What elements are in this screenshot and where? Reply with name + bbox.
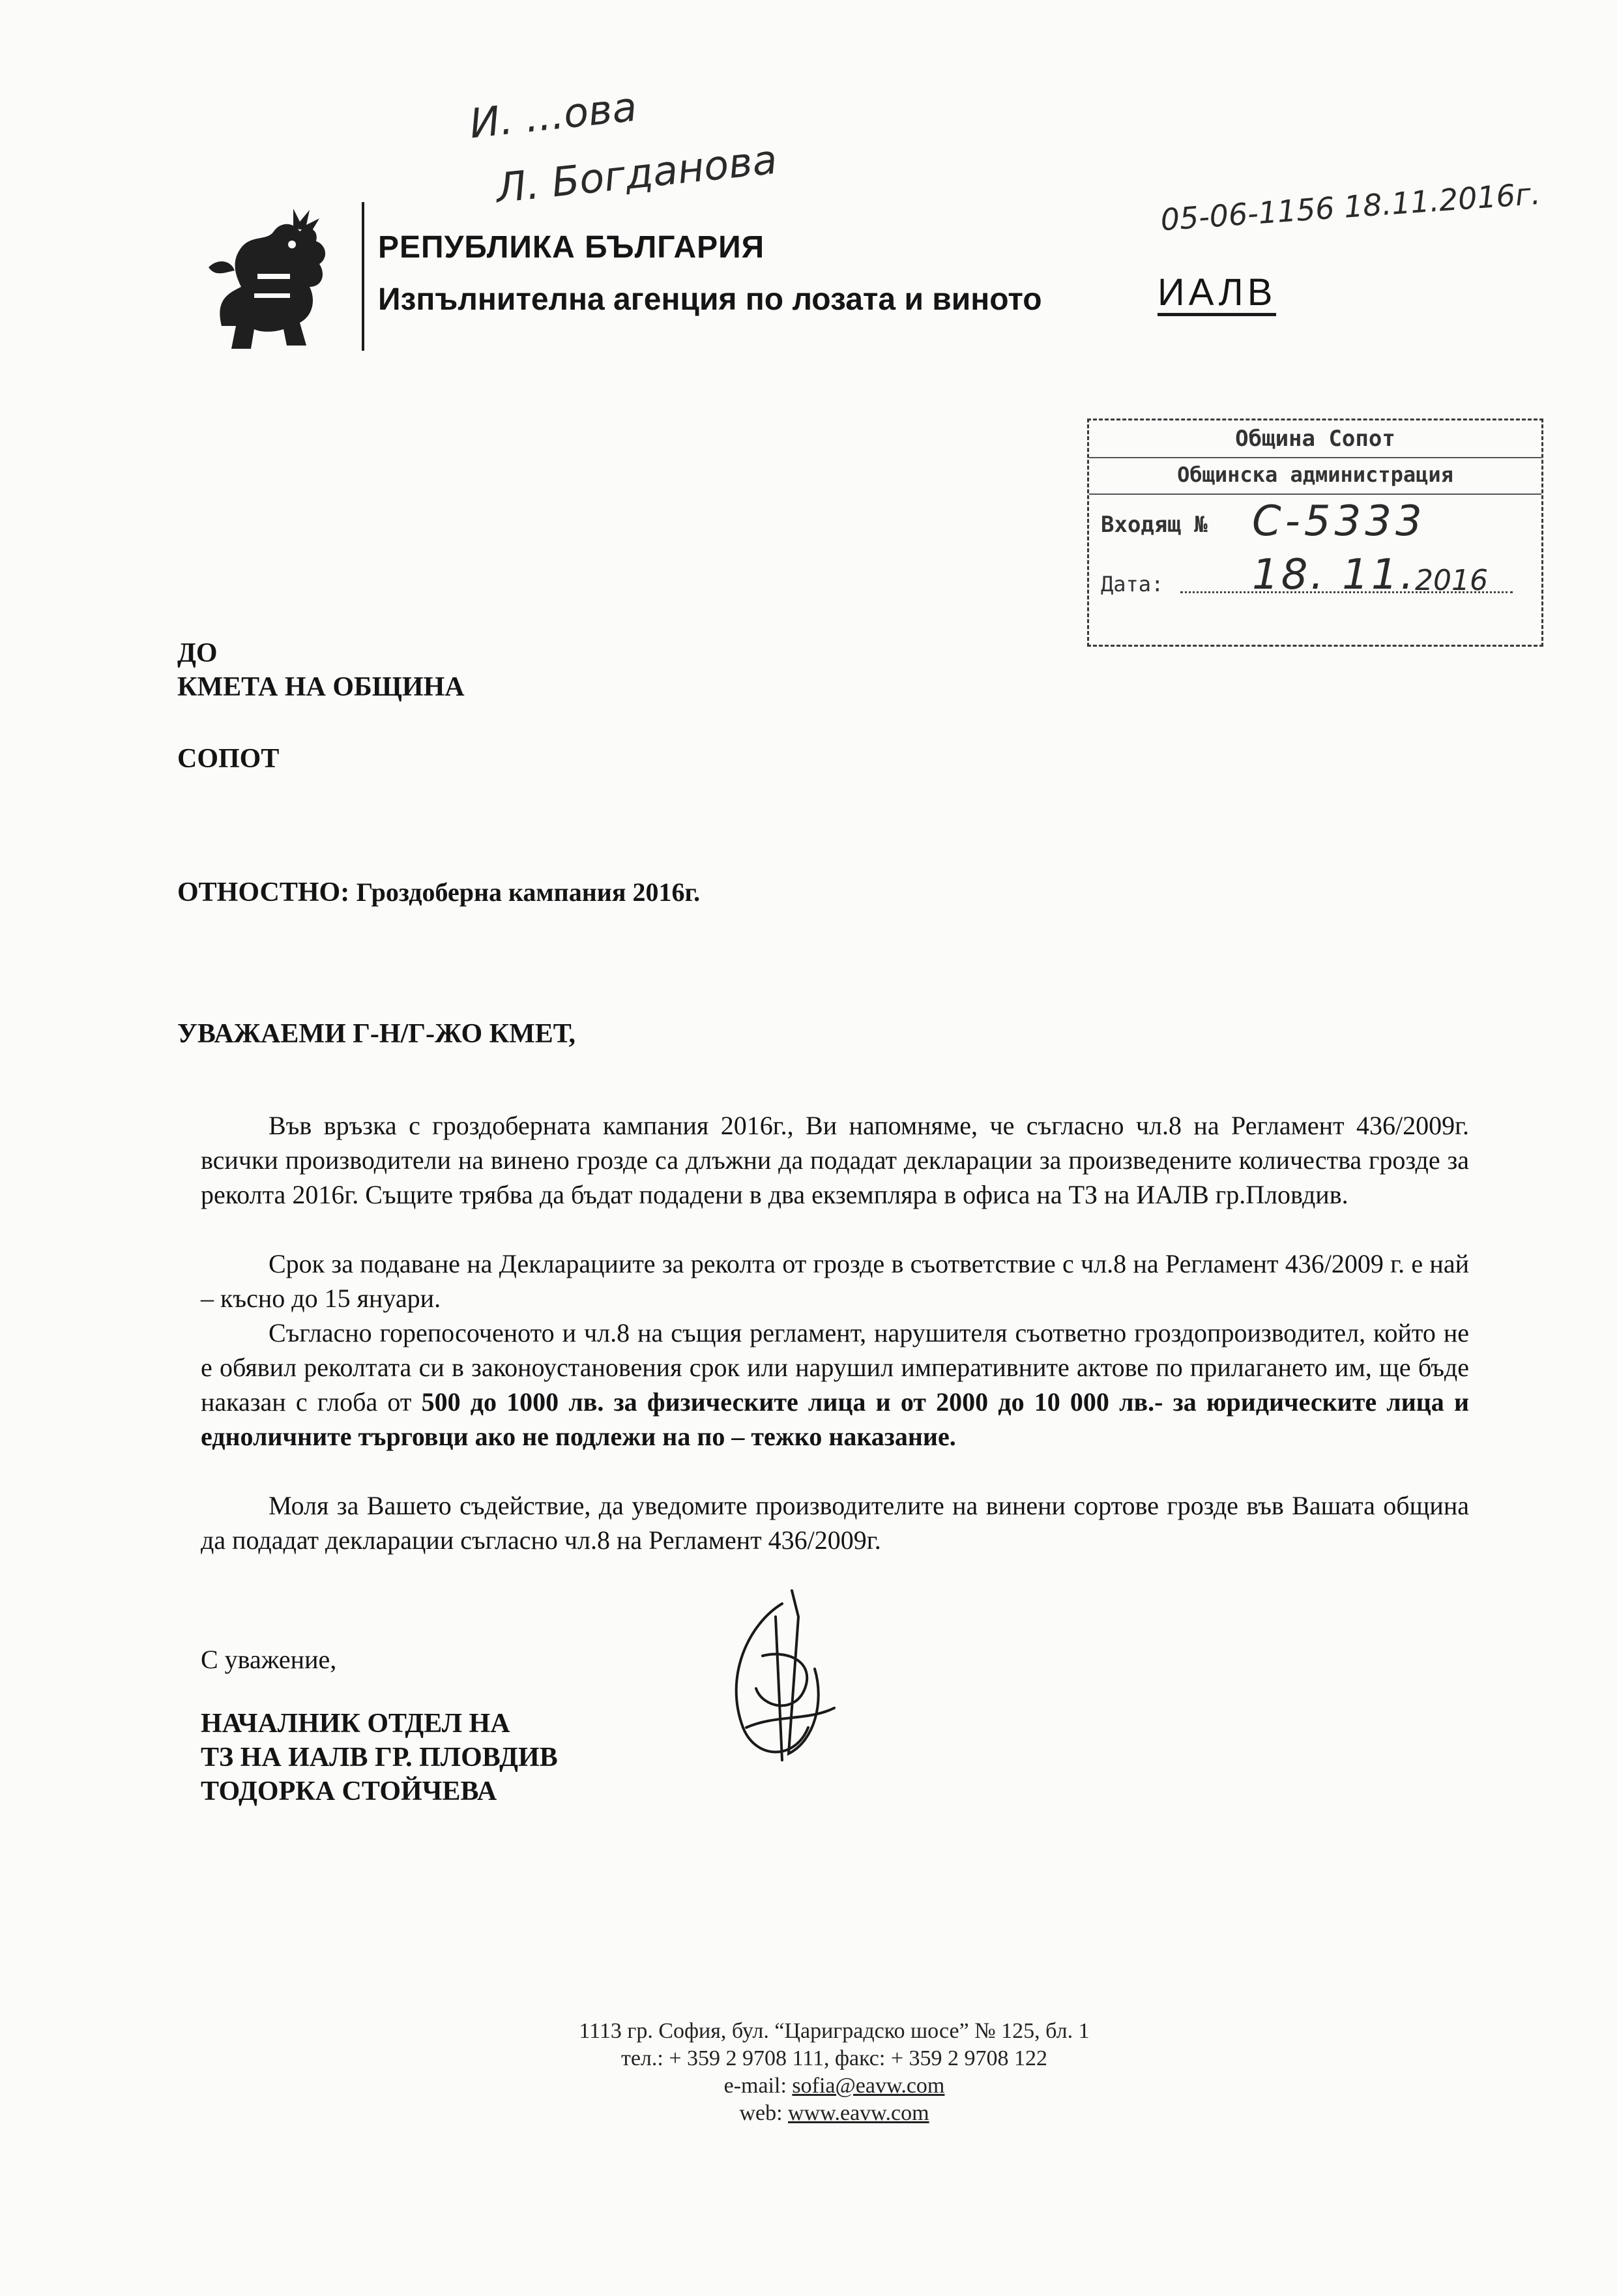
- addressee-municipality: СОПОТ: [177, 744, 280, 774]
- stamp-municipality: Община Сопот: [1235, 426, 1395, 452]
- signatory-name: ТОДОРКА СТОЙЧЕВА: [201, 1776, 497, 1806]
- country-name: РЕПУБЛИКА БЪЛГАРИЯ: [378, 230, 765, 265]
- handwritten-note-2: Л. Богданова: [493, 135, 779, 213]
- addressee-mayor: КМЕТА НА ОБЩИНА: [177, 672, 465, 702]
- handwritten-signature: [684, 1578, 880, 1773]
- stamp-administration: Общинска администрация: [1177, 462, 1453, 487]
- footer-email-link[interactable]: sofia@eavw.com: [792, 2074, 945, 2098]
- registration-stamp: [1087, 419, 1543, 647]
- stamp-incoming-label: Входящ №: [1101, 512, 1208, 538]
- body-paragraph-3-mid: за физическите лица и от: [613, 1387, 926, 1417]
- closing: С уважение,: [201, 1645, 337, 1674]
- stamp-divider: [1089, 457, 1541, 458]
- handwritten-registration: 05-06-1156 18.11.2016г.: [1159, 175, 1542, 238]
- subject-text: Гроздоберна кампания 2016г.: [356, 877, 701, 907]
- signatory-office: ТЗ НА ИАЛВ ГР. ПЛОВДИВ: [201, 1743, 558, 1773]
- coat-of-arms-icon: [196, 196, 345, 359]
- footer-email-row: [508, 2073, 1160, 2099]
- footer-phones: тел.: + 359 2 9708 111, факс: + 359 2 9708 122: [620, 2046, 1048, 2070]
- stamp-year-value: 2016: [1415, 564, 1488, 597]
- body-paragraph-1: Във връзка с гроздоберната кампания 2016г., Ви напомняме, че съгласно чл.8 на Регламент 436/2009г. всички производители на винено грозде са длъжни да подадат декларации за произведените количества грозде за реколта 2016г. Същите трябва да бъдат подадени в два екземпляра в офиса на ТЗ на ИАЛВ гр.Пловдив.: [201, 1111, 1469, 1209]
- salutation: УВАЖАЕМИ Г-Н/Г-ЖО КМЕТ,: [177, 1019, 576, 1049]
- fine-companies: 2000 до 10 000 лв.-: [936, 1387, 1163, 1417]
- addressee-to: ДО: [177, 638, 218, 668]
- body-paragraph-2: Срок за подаване на Декларациите за реколта от грозде в съответствие с чл.8 на Регламент 436/2009 г. е най – късно до 15 януари.: [201, 1249, 1469, 1313]
- handwritten-note-1: И. ...ова: [467, 82, 639, 148]
- body-paragraph-3-start: Съгласно горепосоченото и чл.8 на същия регламент, нарушителя съответно гроздопроизводител, който не е обявил реколтата си в законоустановения срок или нарушил императивните актове по прилагането им, ще бъде наказан с глоба от: [201, 1318, 1469, 1417]
- footer-address: 1113 гр. София, бул. “Цариградско шосе” № 125, бл. 1: [579, 2019, 1090, 2043]
- agency-logo: ИАЛВ: [1158, 272, 1276, 316]
- header-divider: [362, 202, 364, 351]
- fine-individuals: 500 до 1000 лв.: [421, 1387, 604, 1417]
- footer-web-link[interactable]: www.eavw.com: [788, 2101, 929, 2125]
- agency-name: Изпълнителна агенция по лозата и виното: [378, 282, 1042, 317]
- subject-line: [177, 877, 700, 908]
- body-paragraph-4: Моля за Вашето съдействие, да уведомите производителите на винени сортове грозде във Вашата община да подадат декларации съгласно чл.8 на Регламент 436/2009г.: [201, 1491, 1469, 1555]
- signatory-title: НАЧАЛНИК ОТДЕЛ НА: [201, 1709, 510, 1739]
- stamp-date-label: Дата:: [1101, 572, 1164, 596]
- stamp-divider: [1089, 493, 1541, 495]
- stamp-incoming-number: С-5333: [1252, 497, 1426, 546]
- footer-web-label: web:: [739, 2101, 783, 2125]
- footer-email-label: e-mail:: [723, 2074, 787, 2098]
- body-paragraph-3-end: за юридическите лица и едноличните търговци ако не подлежи на по – тежко наказание.: [201, 1387, 1470, 1451]
- subject-label: ОТНОСТНО:: [177, 877, 350, 907]
- body-paragraph-3: [201, 1316, 1469, 1454]
- stamp-date-value: 18. 11.: [1252, 551, 1416, 599]
- footer-web-row: [508, 2100, 1160, 2127]
